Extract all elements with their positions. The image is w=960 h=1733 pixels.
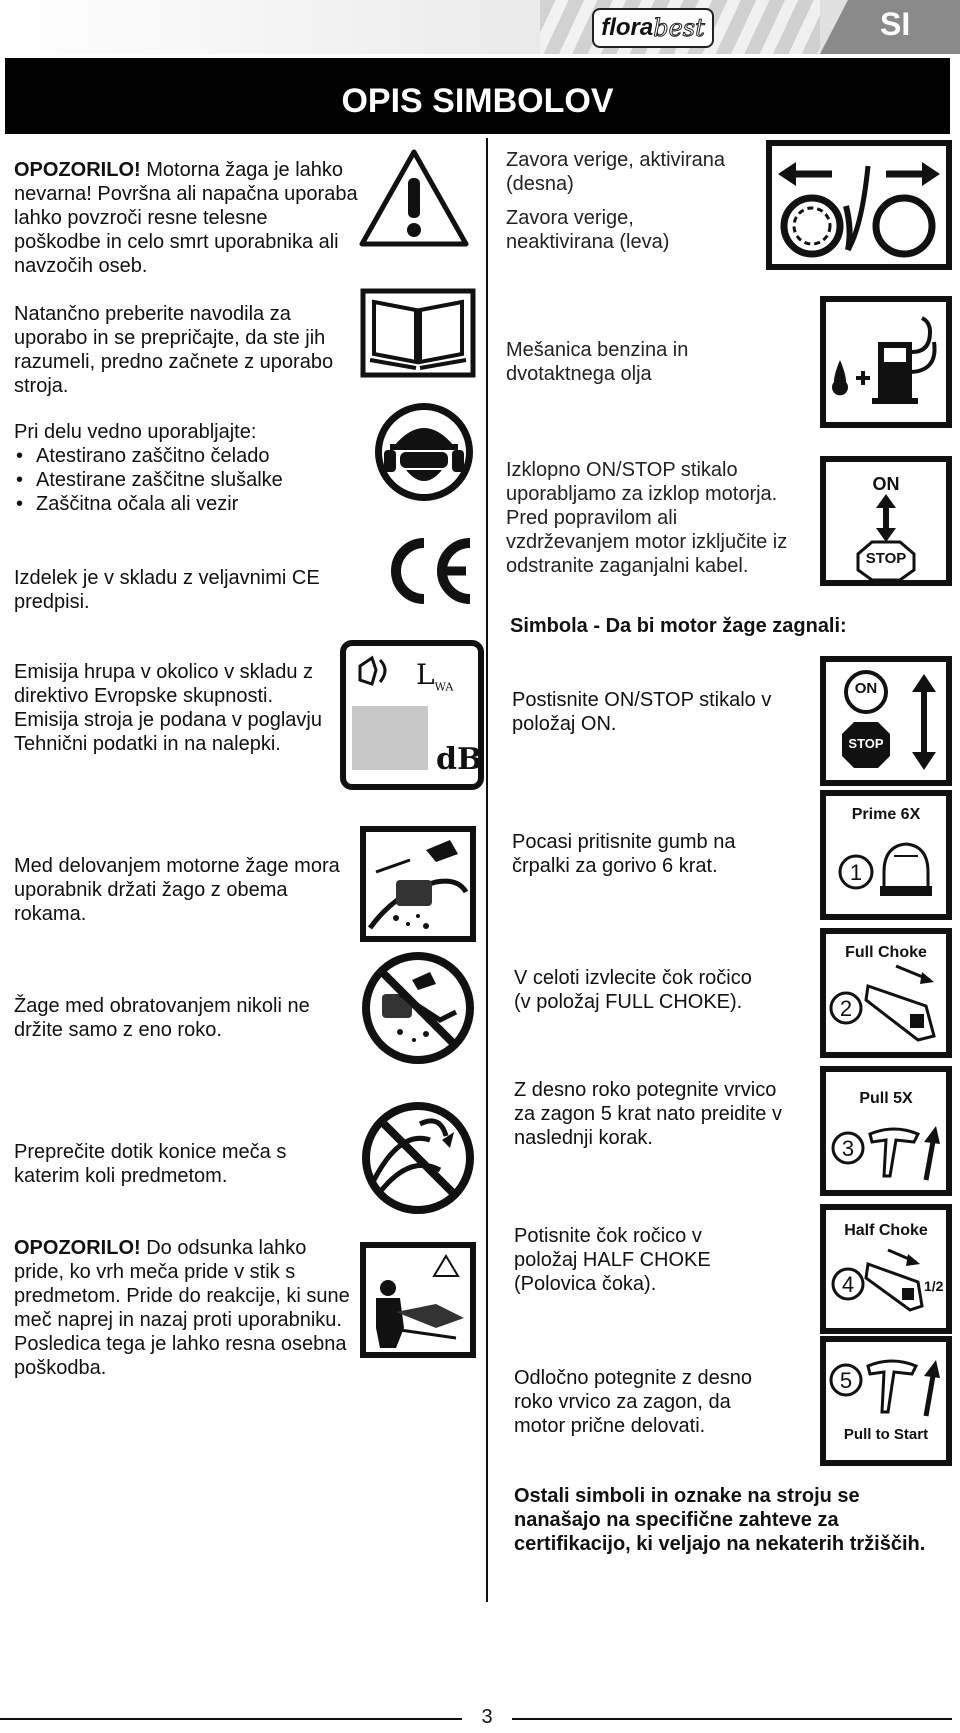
noise-level-icon <box>340 640 484 790</box>
step2-label: Full Choke <box>845 944 927 961</box>
page-title: OPIS SIMBOLOV <box>341 82 614 120</box>
step4-label: Half Choke <box>844 1222 928 1239</box>
step5-text: Odločno potegnite z desno roko vrvico za zagon, da motor prične delovati. <box>514 1367 752 1437</box>
brand-script: best <box>653 14 705 42</box>
column-divider <box>486 138 488 1602</box>
step4-number: 4 <box>841 1272 855 1297</box>
step4-fraction: 1/2 <box>924 1278 944 1294</box>
step2-number: 2 <box>839 996 853 1021</box>
step5-label: Pull to Start <box>843 1426 929 1443</box>
two-hands-paragraph: Med delovanjem motorne žage mora uporabnik držati žago z obema rokama. <box>14 855 340 925</box>
step2-full-choke-icon <box>820 928 952 1058</box>
noise-paragraph: Emisija hrupa v okolico v skladu z direktivo Evropske skupnosti. Emisija stroja je podana v poglavju Tehnični podatki in na nalepki. <box>14 661 322 755</box>
ppe-paragraph <box>14 420 344 516</box>
chain-brake-icon <box>766 140 952 270</box>
step0-switch-icon <box>820 656 952 786</box>
chain-brake-on-text: Zavora verige, aktivirana (desna) <box>506 149 725 195</box>
page-number: 3 <box>481 1706 493 1728</box>
step3-pull-icon <box>820 1066 952 1196</box>
ce-mark-icon <box>380 535 476 607</box>
warning-text: Motorna žaga je lahko nevarna! Površna ali napačna uporaba lahko povzroči resne telesne poškodbe in celo smrt uporabnika ali navzočih oseb. <box>14 159 358 277</box>
kickback-text: Do odsunka lahko pride, ko vrh meča pride v stik s predmetom. Pride do reakcije, ki sune meč naprej in nazaj proti uporabniku. Posledica tega je lahko resna osebna poškodba. <box>14 1237 350 1379</box>
ce-paragraph: Izdelek je v skladu z veljavnimi CE predpisi. <box>14 567 320 613</box>
ppe-item: • Atestirane zaščitne slušalke <box>14 468 344 492</box>
step3-number: 3 <box>841 1136 855 1161</box>
step1-text: Pocasi pritisnite gumb na črpalki za gorivo 6 krat. <box>512 831 736 877</box>
noise-lwa: $L_{WA}$ <box>416 658 454 694</box>
warning-triangle-icon <box>358 148 470 248</box>
step1-prime-icon <box>820 790 952 920</box>
ppe-item: • Atestirano zaščitno čelado <box>14 444 344 468</box>
step3-label: Pull 5X <box>859 1090 913 1107</box>
kickback-paragraph <box>14 1236 354 1380</box>
step0-text: Postisnite ON/STOP stikalo v položaj ON. <box>512 689 772 735</box>
no-tip-contact-icon <box>360 1100 476 1216</box>
footer-rule-right <box>512 1718 952 1720</box>
switch-text: Izklopno ON/STOP stikalo uporabljamo za izklop motorja. Pred popravilom ali vzdrževanjem motor izključite iz odstranite zaganjalni kabel. <box>506 459 788 577</box>
brand-logo <box>592 8 714 48</box>
fuel-mix-text: Mešanica benzina in dvotaktnega olja <box>506 339 689 385</box>
no-one-hand-icon <box>360 950 476 1066</box>
chain-brake-off-text: Zavora verige, neaktivirana (leva) <box>506 207 670 253</box>
on-stop-switch-icon <box>820 456 952 586</box>
footer-rule-left <box>0 1718 462 1720</box>
noise-db: dB <box>436 742 483 777</box>
step3-text: Z desno roko potegnite vrvico za zagon 5 krat nato preidite v naslednji korak. <box>514 1079 782 1149</box>
switch-stop-label: STOP <box>865 550 907 567</box>
one-hand-paragraph: Žage med obratovanjem nikoli ne držite samo z eno roko. <box>14 995 310 1041</box>
kickback-label: OPOZORILO! <box>14 1237 141 1259</box>
ppe-list <box>14 444 344 516</box>
step2-text: V celoti izvlecite čok ročico (v položaj FULL CHOKE). <box>514 967 752 1013</box>
step5-number: 5 <box>839 1368 853 1393</box>
other-symbols-note: Ostali simboli in oznake na stroju se nanašajo na specifične zahteve za certifikacijo, ki veljajo na nekaterih tržiščih. <box>514 1485 926 1555</box>
start-heading: Simbola - Da bi motor žage zagnali: <box>510 615 847 637</box>
manual-paragraph: Natančno preberite navodila za uporabo in se prepričajte, da ste jih razumeli, predno začnete z uporabo stroja. <box>14 303 334 397</box>
switch-on-label: ON <box>872 474 900 494</box>
fuel-mix-icon <box>820 296 952 428</box>
warning-paragraph <box>14 158 359 278</box>
read-manual-icon <box>360 288 476 378</box>
brand-bold: flora <box>601 14 654 41</box>
step1-label: Prime 6X <box>851 806 921 823</box>
step4-text: Potisnite čok ročico v položaj HALF CHOKE (Polovica čoka). <box>514 1225 711 1295</box>
lang-code: SI <box>880 6 911 42</box>
step5-pull-start-icon <box>820 1336 952 1466</box>
ppe-helmet-icon <box>372 400 476 504</box>
ppe-item: • Zaščitna očala ali vezir <box>14 492 344 516</box>
tip-paragraph: Preprečite dotik konice meča s katerim koli predmetom. <box>14 1141 287 1187</box>
kickback-warning-icon <box>360 1242 476 1358</box>
step0-stop-label: STOP <box>848 736 884 751</box>
warning-label: OPOZORILO! <box>14 159 141 181</box>
step1-number: 1 <box>849 860 863 885</box>
ppe-intro: Pri delu vedno uporabljajte: <box>14 421 257 443</box>
two-hands-saw-icon <box>360 826 476 942</box>
step4-half-choke-icon <box>820 1204 952 1334</box>
step0-on-label: ON <box>854 680 878 697</box>
